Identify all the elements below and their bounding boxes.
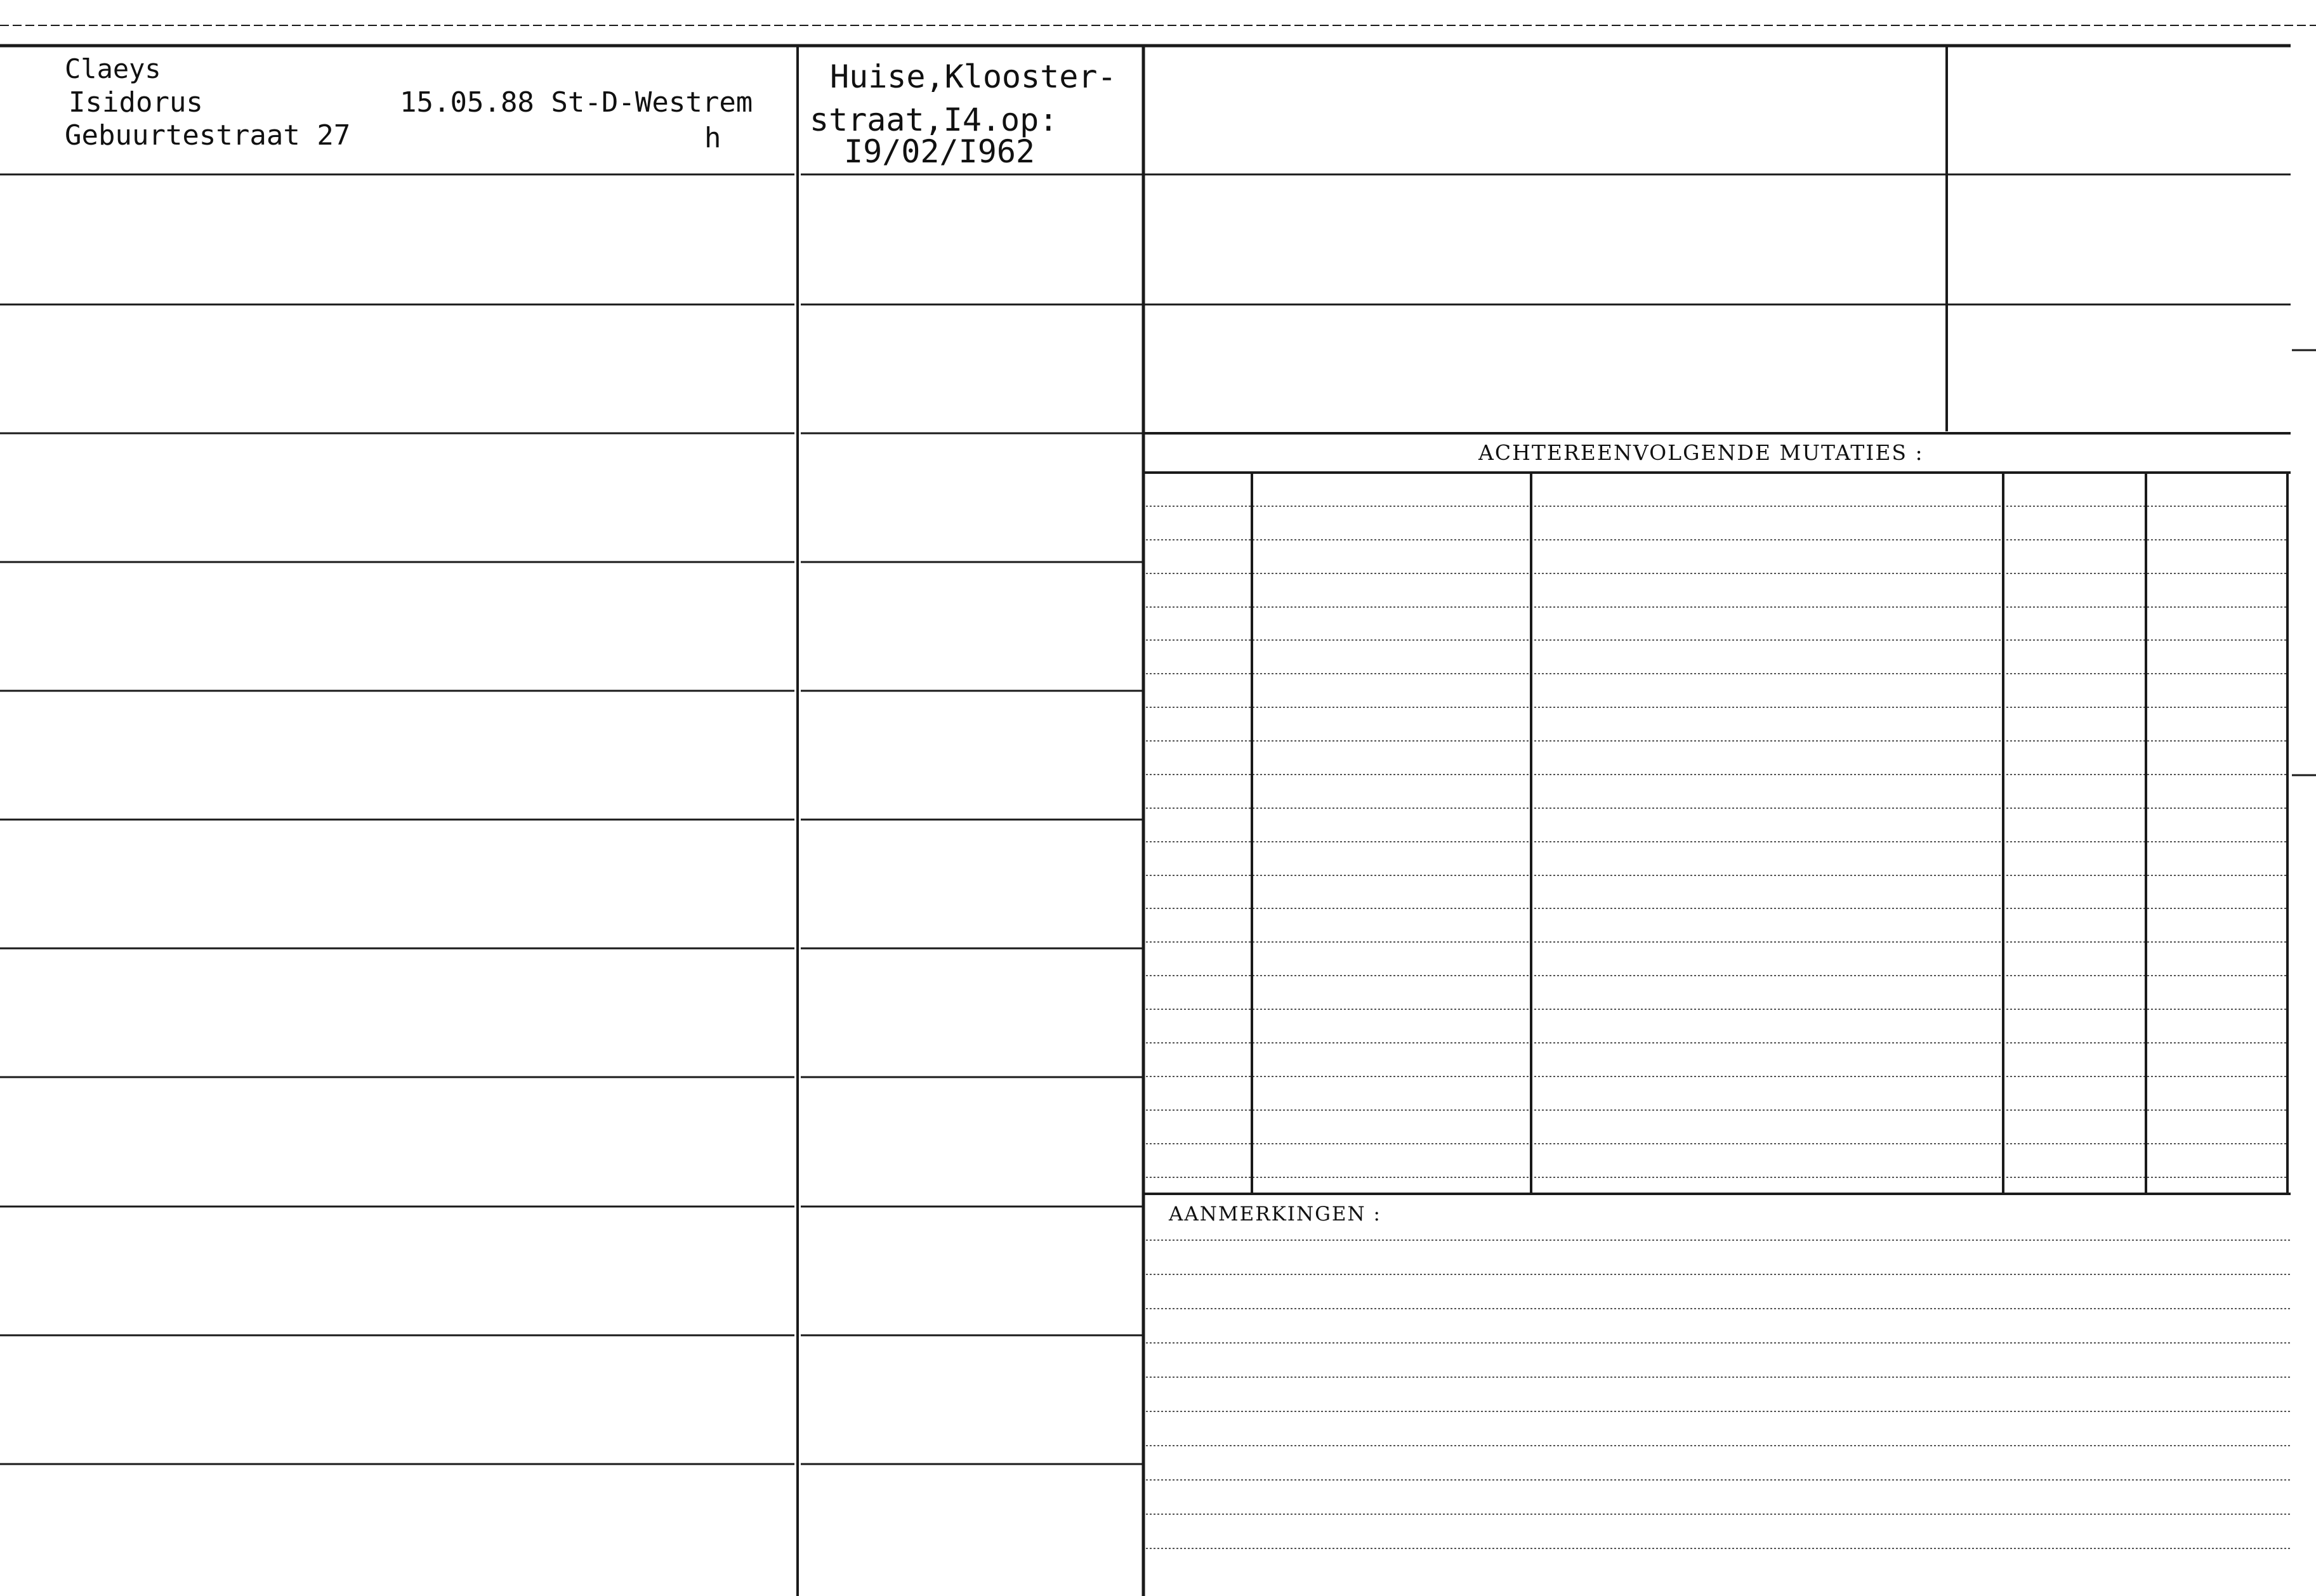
given-name-text: Isidorus [69,86,203,119]
mark-text: h [704,122,721,154]
street-text: Gebuurtestraat 27 [65,119,351,152]
moved-to-line-3: I9/02/I962 [844,133,1036,170]
surname-text: Claeys [65,53,161,84]
moved-to-line-2: straat,I4.op: [810,101,1058,138]
birth-text: 15.05.88 St-D-Westrem [400,86,753,119]
remarks-heading: AANMERKINGEN : [1169,1203,1381,1226]
moved-to-line-1: Huise,Klooster- [830,58,1117,95]
mutations-heading: ACHTEREENVOLGENDE MUTATIES : [1478,440,1924,465]
